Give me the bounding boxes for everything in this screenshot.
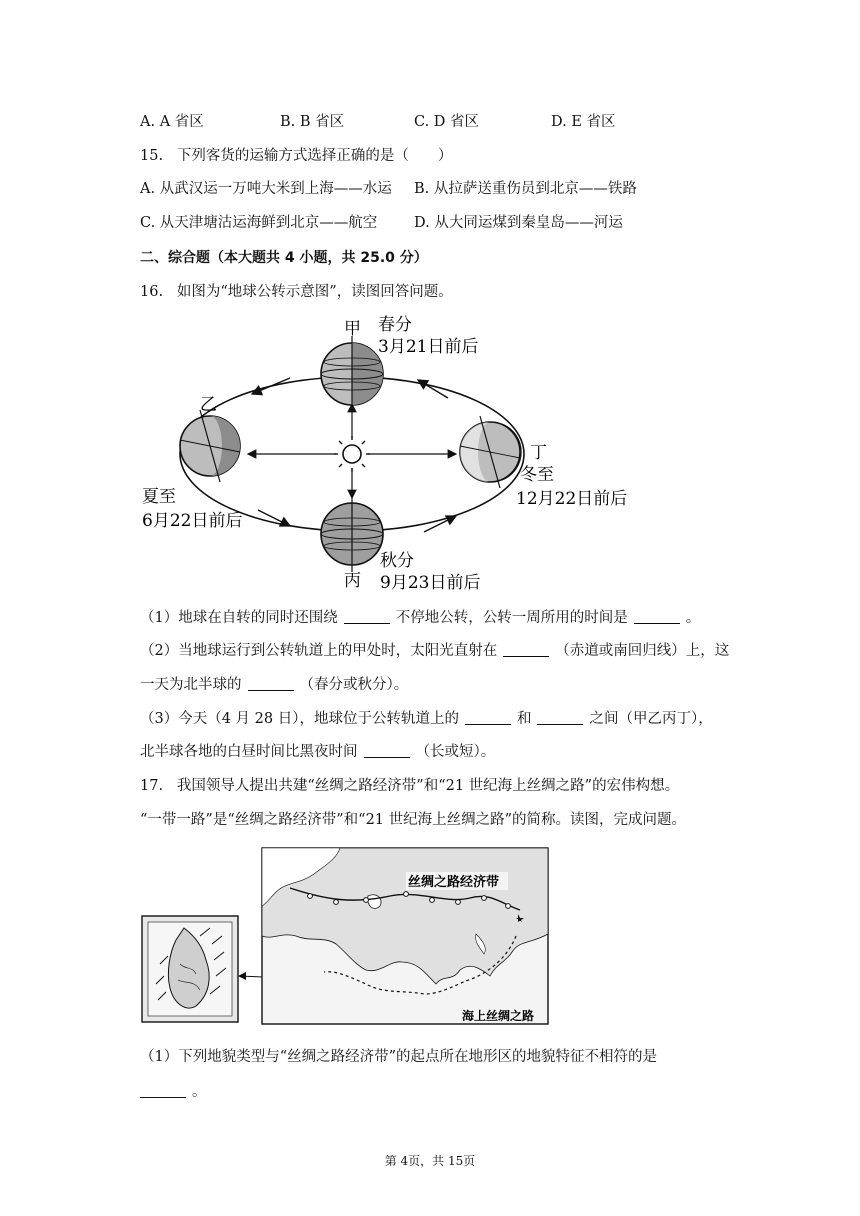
q17-part1-line1: （1）下列地貌类型与“丝绸之路经济带”的起点所在地形区的地貌特征不相符的是 xyxy=(140,1049,658,1065)
belt-and-road-map xyxy=(140,844,550,1026)
label-ding: 丁 xyxy=(530,443,547,463)
orbit-arrow-bottom-left xyxy=(258,510,290,526)
answer-blank[interactable] xyxy=(248,676,294,691)
q17-stem-line1: 17. 我国领导人提出共建“丝绸之路经济带”和“21 世纪海上丝绸之路”的宏伟构想。 xyxy=(140,778,680,794)
q14-option-c: C. D 省区 xyxy=(414,114,480,130)
answer-blank[interactable] xyxy=(364,743,410,758)
q15-number: 15. xyxy=(140,148,164,164)
q16-part2-line2: 一天为北半球的 （春分或秋分）。 xyxy=(140,677,409,693)
q14-option-a: A. A 省区 xyxy=(140,114,204,130)
answer-blank[interactable] xyxy=(465,710,511,725)
earth-orbit-figure xyxy=(140,312,640,594)
label-jia: 甲 xyxy=(344,319,361,339)
globe-jia xyxy=(321,336,383,412)
orbit-arrow-top-left xyxy=(252,378,290,394)
answer-blank[interactable] xyxy=(344,609,390,624)
label-bing-date: 9月23日前后 xyxy=(380,573,481,593)
q16-part3-line2: 北半球各地的白昼时间比黑夜时间 （长或短）。 xyxy=(140,744,496,760)
q15-stem-text: 下列客货的运输方式选择正确的是（ ） xyxy=(176,148,453,164)
q15-option-c: C. 从天津塘沽运海鲜到北京——航空 xyxy=(140,215,378,231)
section-heading: 二、综合题（本大题共 4 小题，共 25.0 分） xyxy=(140,250,428,266)
answer-blank[interactable] xyxy=(537,710,583,725)
q16-part2-line1: （2）当地球运行到公转轨道上的甲处时，太阳光直射在 （赤道或南回归线）上，这 xyxy=(140,643,730,659)
orbit-arrow-bottom-right xyxy=(424,516,456,532)
label-yi-term: 夏至 xyxy=(142,487,176,507)
answer-blank[interactable] xyxy=(634,609,680,624)
map-title-maritime-silk-road: 海上丝绸之路 xyxy=(462,1009,535,1023)
label-yi: 乙 xyxy=(200,395,217,415)
label-jia-term: 春分 xyxy=(378,315,412,335)
q16-stem xyxy=(140,282,453,302)
globe-bing xyxy=(321,496,383,572)
sun-icon xyxy=(334,436,370,472)
map-title-silk-road-belt: 丝绸之路经济带 xyxy=(408,875,500,890)
q17-part1-line2: 。 xyxy=(140,1082,207,1102)
q15-stem xyxy=(140,146,452,166)
q16-stem-text: 如图为“地球公转示意图”，读图回答问题。 xyxy=(176,284,453,300)
label-ding-date: 12月22日前后 xyxy=(516,489,628,509)
answer-blank[interactable] xyxy=(140,1083,186,1098)
sri-lanka-inset-map xyxy=(142,916,238,1022)
label-yi-date: 6月22日前后 xyxy=(142,511,243,531)
q14-option-b: B. B 省区 xyxy=(280,114,345,130)
q17-number: 17. xyxy=(140,778,164,794)
q15-option-a: A. 从武汉运一万吨大米到上海——水运 xyxy=(140,181,392,197)
q16-part3-line1: （3）今天（4 月 28 日），地球位于公转轨道上的 和 之间（甲乙丙丁）， xyxy=(140,711,713,727)
q16-part1: （1）地球在自转的同时还围绕 不停地公转，公转一周所用的时间是 。 xyxy=(140,610,701,626)
label-bing-term: 秋分 xyxy=(380,551,414,571)
answer-blank[interactable] xyxy=(503,642,549,657)
q16-number: 16. xyxy=(140,284,164,300)
q15-option-b: B. 从拉萨送重伤员到北京——铁路 xyxy=(414,181,637,197)
page-footer: 第 4页，共 15页 xyxy=(384,1154,476,1168)
q14-option-d: D. E 省区 xyxy=(551,114,616,130)
q15-option-d: D. 从大同运煤到秦皇岛——河运 xyxy=(414,215,623,231)
globe-yi xyxy=(180,410,240,482)
label-ding-term: 冬至 xyxy=(520,465,554,485)
q17-stem-line2: “一带一路”是“丝绸之路经济带”和“21 世纪海上丝绸之路”的简称。读图，完成问题。 xyxy=(140,812,687,828)
label-jia-date: 3月21日前后 xyxy=(378,337,479,357)
label-bing: 丙 xyxy=(344,571,361,591)
